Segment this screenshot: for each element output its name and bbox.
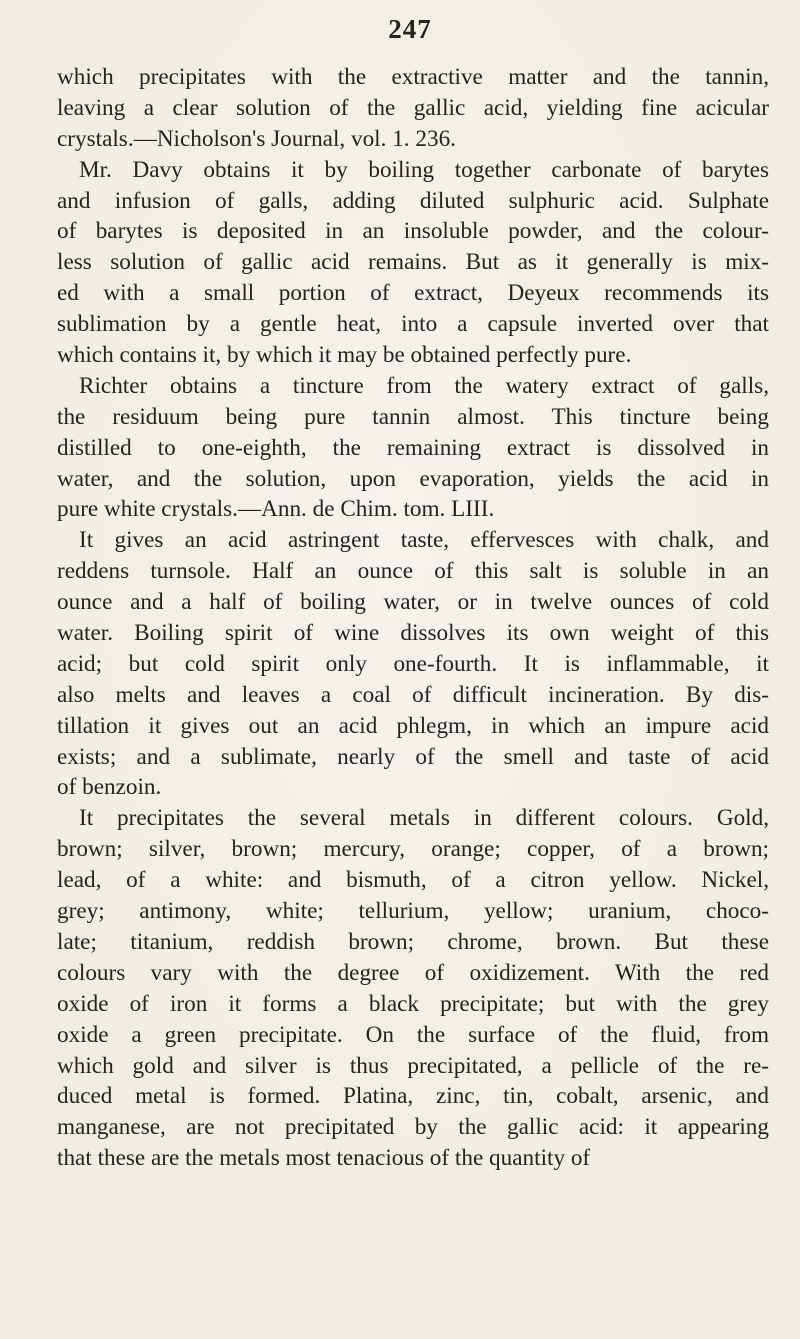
- text-line: that these are the metals most tenacious of the quantity of: [57, 1145, 591, 1172]
- text-line: oxide a green precipitate. On the surface of the fluid, from: [57, 1021, 769, 1048]
- text-line: late; titanium, reddish brown; chrome, brown. But these: [57, 928, 769, 955]
- text-line: distilled to one-eighth, the remaining extract is dissolved in: [57, 434, 769, 461]
- text-line: Mr. Davy obtains it by boiling together carbonate of barytes: [79, 156, 769, 183]
- text-line: which gold and silver is thus precipitated, a pellicle of the re-: [57, 1052, 769, 1079]
- text-line: exists; and a sublimate, nearly of the smell and taste of acid: [57, 743, 769, 770]
- text-line: and infusion of galls, adding diluted sulphuric acid. Sulphate: [57, 187, 769, 214]
- text-line: less solution of gallic acid remains. But as it generally is mix-: [57, 249, 769, 276]
- text-line: which contains it, by which it may be obtained perfectly pure.: [57, 342, 632, 369]
- text-line: crystals.—Nicholson's Journal, vol. 1. 236.: [57, 125, 456, 152]
- text-line: of barytes is deposited in an insoluble powder, and the colour-: [57, 218, 769, 245]
- text-line: pure white crystals.—Ann. de Chim. tom. LIII.: [57, 496, 495, 523]
- text-line: which precipitates with the extractive matter and the tannin,: [57, 64, 769, 90]
- text-line: It gives an acid astringent taste, effervesces with chalk, and: [79, 527, 769, 554]
- text-line: lead, of a white: and bismuth, of a citron yellow. Nickel,: [57, 867, 769, 894]
- text-line: the residuum being pure tannin almost. This tincture being: [57, 403, 769, 430]
- text-line: duced metal is formed. Platina, zinc, tin, cobalt, arsenic, and: [57, 1083, 769, 1110]
- text-line: acid; but cold spirit only one-fourth. It is inflammable, it: [57, 650, 769, 677]
- text-line: of benzoin.: [57, 774, 162, 801]
- text-line: brown; silver, brown; mercury, orange; copper, of a brown;: [57, 836, 769, 863]
- text-line: manganese, are not precipitated by the gallic acid: it appearing: [57, 1114, 769, 1141]
- text-line: water. Boiling spirit of wine dissolves its own weight of this: [57, 620, 769, 647]
- text-line: grey; antimony, white; tellurium, yellow; uranium, choco-: [57, 898, 769, 925]
- text-line: ed with a small portion of extract, Deyeux recommends its: [57, 280, 769, 307]
- text-line: colours vary with the degree of oxidizement. With the red: [57, 959, 769, 986]
- page-number: 247: [388, 14, 432, 44]
- text-line: leaving a clear solution of the gallic acid, yielding fine acicular: [57, 94, 769, 121]
- body-text: [57, 62, 769, 1174]
- text-line: Richter obtains a tincture from the watery extract of galls,: [79, 372, 769, 399]
- text-line: also melts and leaves a coal of difficult incineration. By dis-: [57, 681, 769, 708]
- text-line: tillation it gives out an acid phlegm, in which an impure acid: [57, 712, 769, 739]
- text-line: It precipitates the several metals in different colours. Gold,: [79, 805, 769, 832]
- text-line: reddens turnsole. Half an ounce of this salt is soluble in an: [57, 558, 769, 585]
- text-line: water, and the solution, upon evaporation, yields the acid in: [57, 465, 769, 492]
- text-line: oxide of iron it forms a black precipitate; but with the grey: [57, 990, 769, 1017]
- text-line: ounce and a half of boiling water, or in twelve ounces of cold: [57, 589, 769, 616]
- text-line: sublimation by a gentle heat, into a capsule inverted over that: [57, 311, 769, 338]
